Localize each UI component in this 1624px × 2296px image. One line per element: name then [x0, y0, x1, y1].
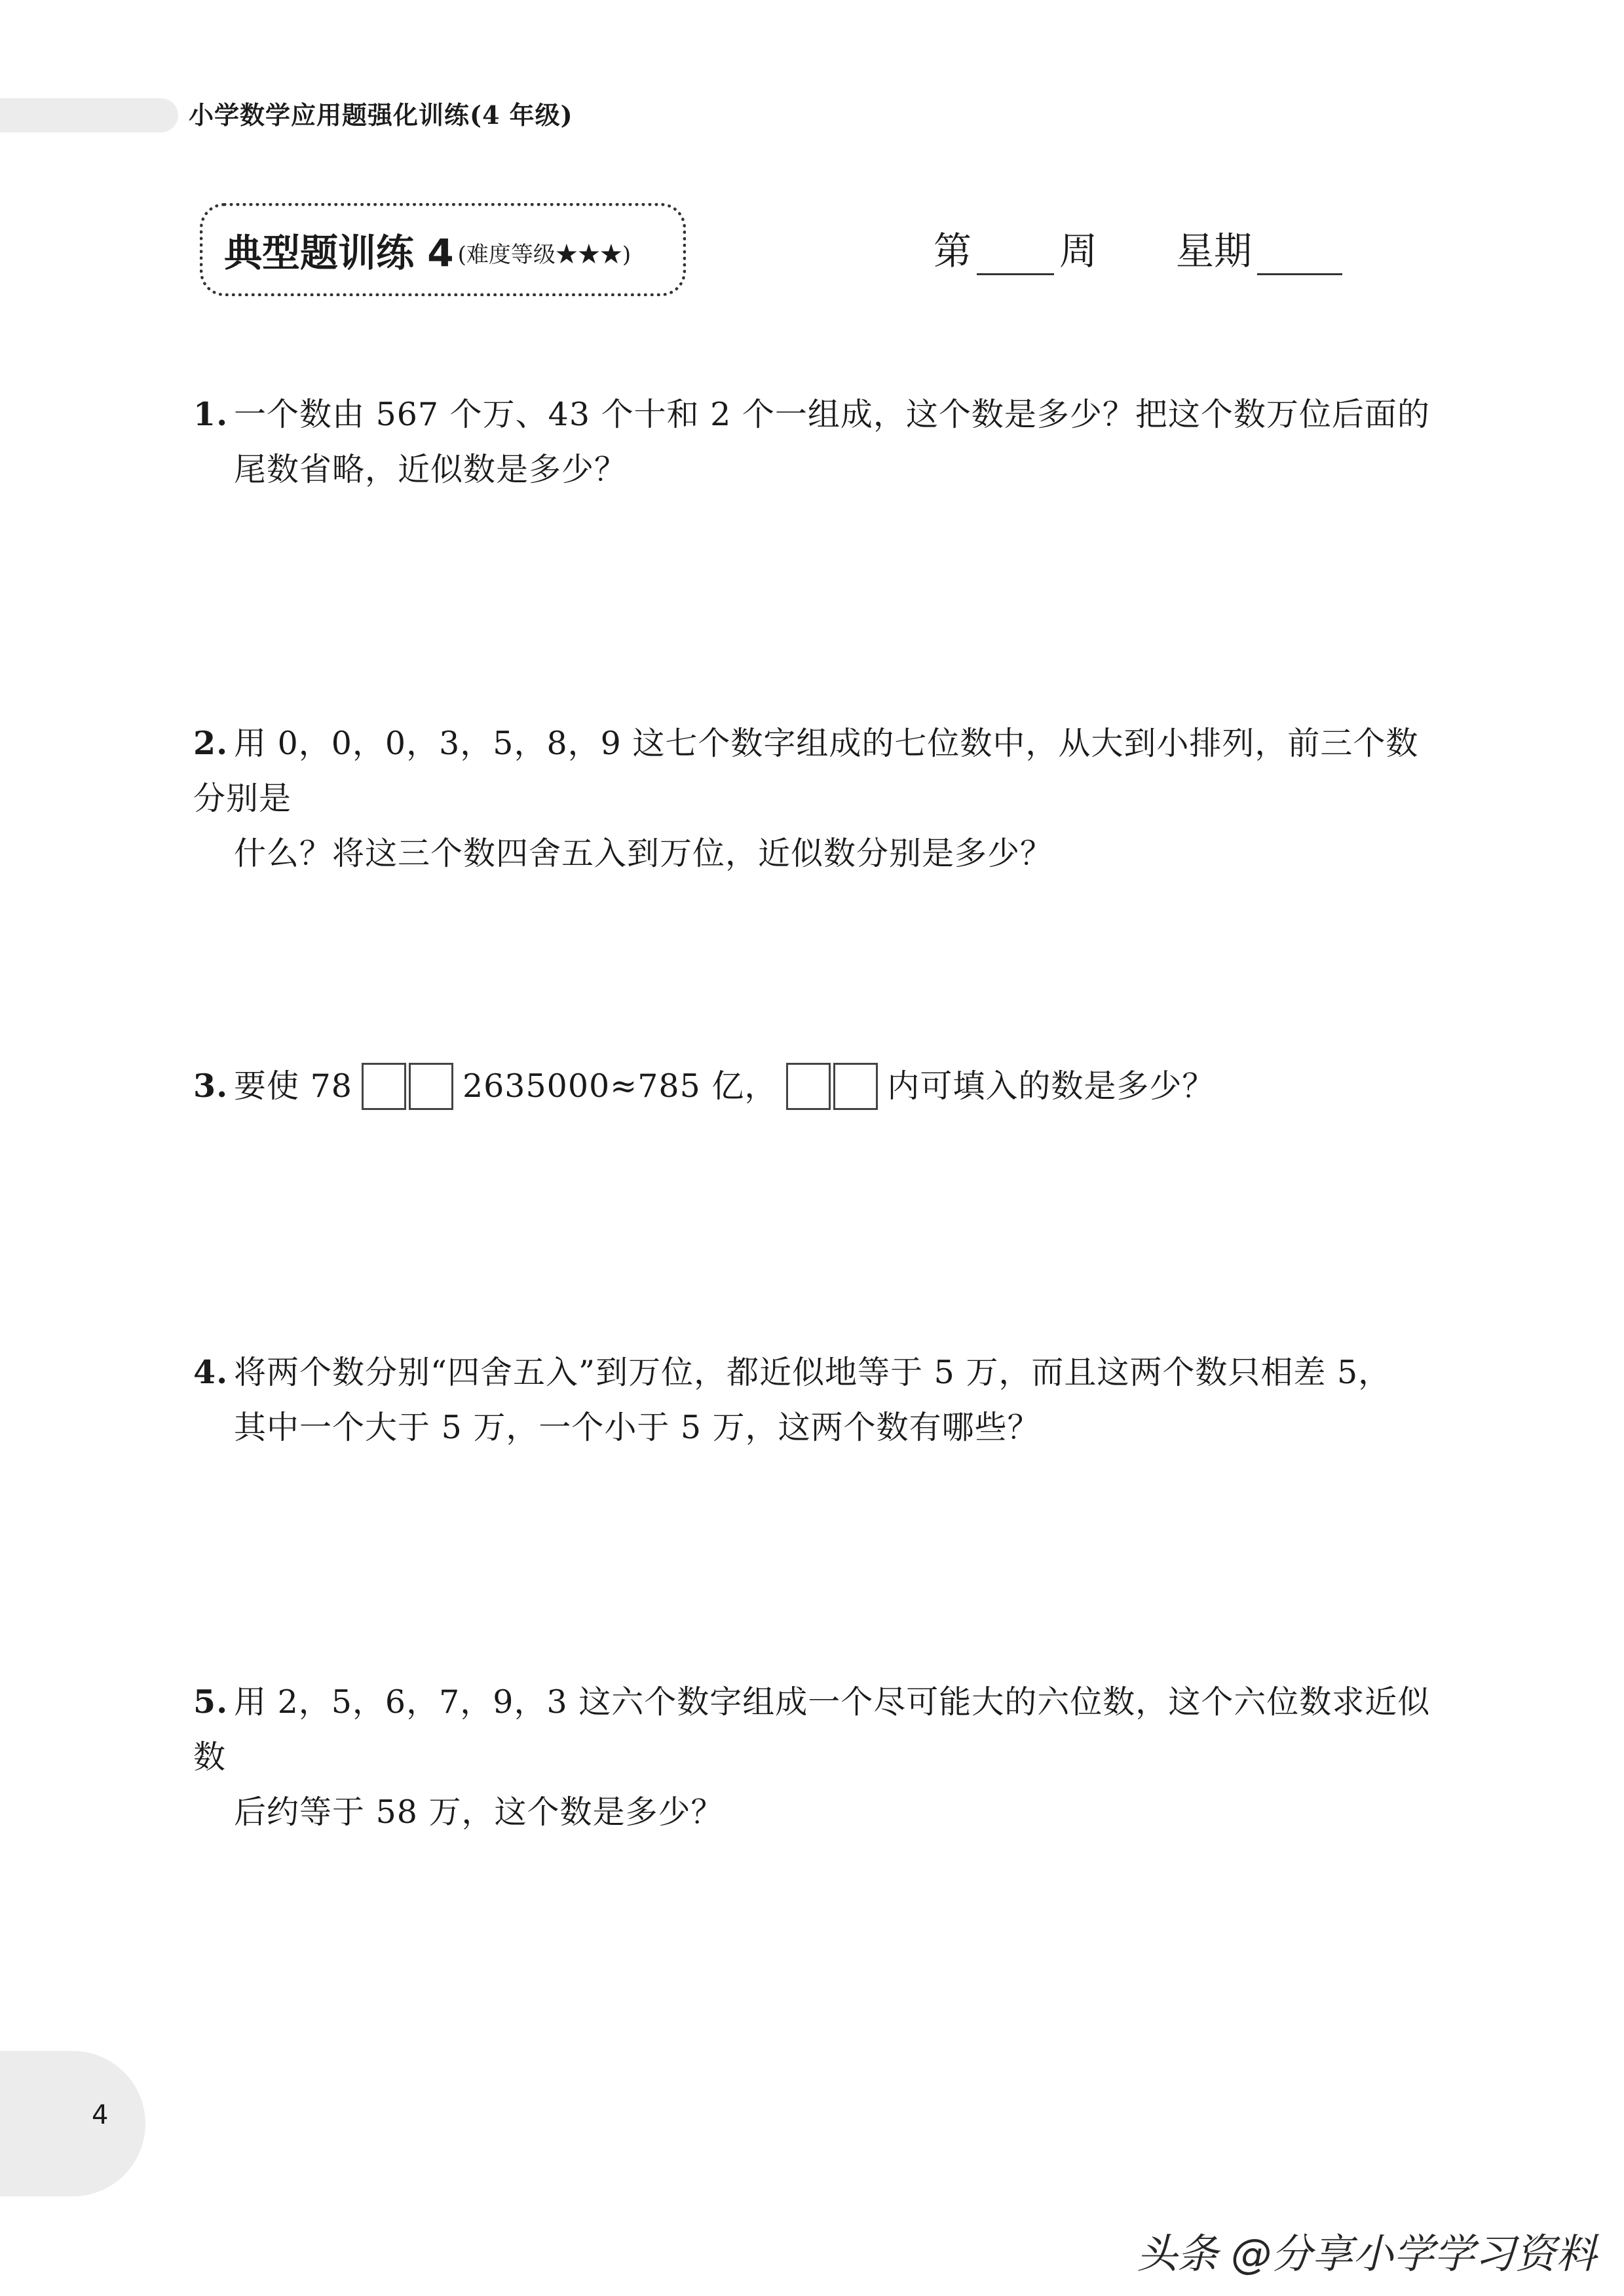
question-text-part1: 要使 78 — [234, 1067, 352, 1105]
answer-box-group — [360, 1059, 455, 1114]
question-text: 一个数由 567 个万、43 个十和 2 个一组成，这个数是多少？把这个数万位后面的 — [234, 396, 1430, 433]
answer-box-group — [785, 1059, 879, 1114]
week-suffix: 周 — [1059, 229, 1098, 273]
question-text-continued: 尾数省略，近似数是多少？ — [234, 451, 628, 488]
question-text: 用 0，0，0，3，5，8，9 这七个数字组成的七位数中，从大到小排列，前三个数分别是 — [193, 725, 1419, 817]
answer-box[interactable] — [833, 1063, 878, 1110]
question-text-part3: 内可填入的数是多少？ — [887, 1067, 1215, 1105]
week-blank[interactable] — [977, 234, 1054, 275]
question-1 — [193, 387, 1438, 497]
watermark: 头条 @分享小学学习资料 — [1137, 2230, 1596, 2278]
section-heading-box — [200, 203, 686, 296]
question-number: 5. — [193, 1683, 229, 1721]
book-title: 小学数学应用题强化训练(4 年级) — [189, 100, 573, 130]
difficulty-label: (难度等级★★★) — [457, 241, 632, 268]
question-4 — [193, 1345, 1438, 1455]
section-title: 典型题训练 4 — [224, 231, 454, 275]
question-text-continued: 其中一个大于 5 万，一个小于 5 万，这两个数有哪些？ — [234, 1409, 1040, 1446]
header-tab-decoration — [0, 98, 178, 132]
question-number: 2. — [193, 724, 229, 762]
schedule-fields — [934, 223, 1342, 275]
question-text: 将两个数分别“四舍五入”到万位，都近似地等于 5 万，而且这两个数只相差 5， — [234, 1354, 1391, 1391]
question-number: 4. — [193, 1353, 229, 1391]
question-5 — [193, 1674, 1438, 1840]
page-number: 4 — [92, 2100, 109, 2130]
day-blank[interactable] — [1257, 234, 1342, 275]
answer-box[interactable] — [786, 1063, 831, 1110]
question-text-part2: 2635000≈785 亿， — [462, 1067, 778, 1105]
question-number: 1. — [193, 395, 229, 433]
answer-box[interactable] — [362, 1063, 406, 1110]
question-3 — [193, 1058, 1438, 1114]
question-text-continued: 后约等于 58 万，这个数是多少？ — [234, 1793, 724, 1831]
question-number: 3. — [193, 1067, 229, 1105]
question-text: 用 2，5，6，7，9，3 这六个数字组成一个尽可能大的六位数，这个六位数求近似数 — [193, 1683, 1431, 1776]
page-number-tab — [0, 2051, 145, 2196]
question-text-continued: 什么？将这三个数四舍五入到万位，近似数分别是多少？ — [234, 835, 1053, 872]
question-2 — [193, 716, 1438, 881]
day-prefix: 星期 — [1176, 229, 1253, 273]
week-prefix: 第 — [934, 229, 972, 273]
answer-box[interactable] — [409, 1063, 453, 1110]
